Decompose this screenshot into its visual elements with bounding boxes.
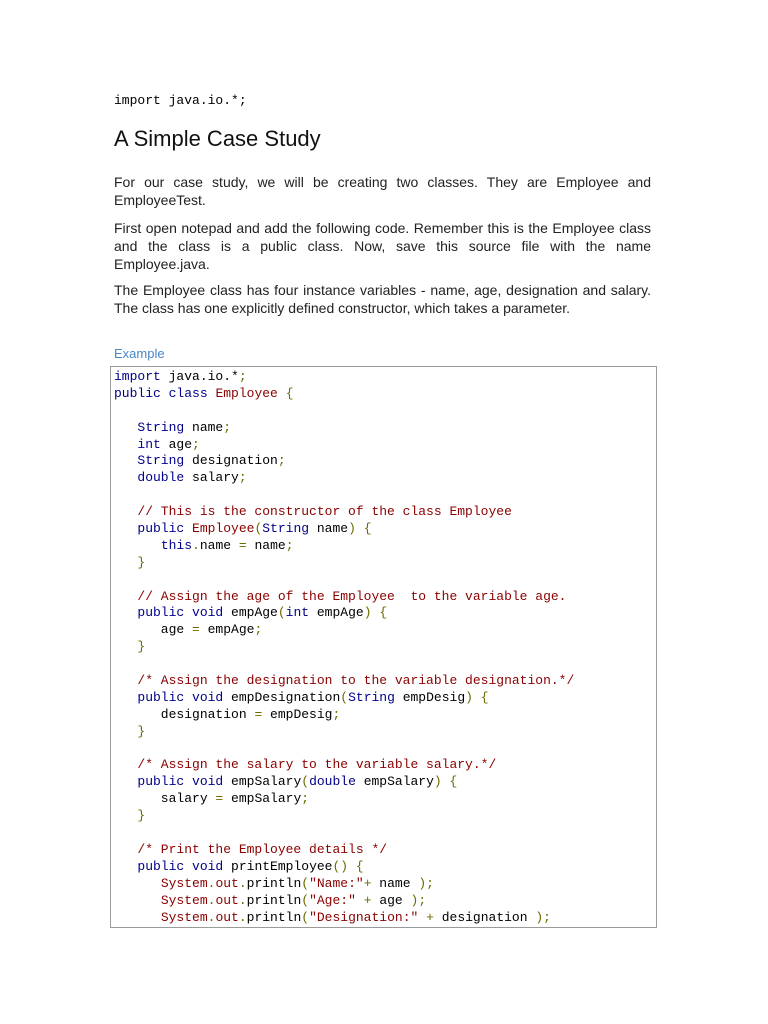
code-line [114,825,656,842]
code-token: designation [433,909,536,925]
paragraph-intro: For our case study, we will be creating two classes. They are Employee and EmployeeTest. [114,174,651,208]
code-token: + [426,909,434,925]
code-token: empDesig [262,706,333,722]
code-token: class [168,385,208,401]
code-token: "Designation:" [309,909,419,925]
code-token [184,605,192,620]
code-token: ( [301,774,310,790]
code-line [114,386,656,403]
code-token: empAge [199,622,255,638]
code-token: name [309,521,349,537]
code-token: public [137,521,185,537]
code-token: () [332,858,349,874]
code-example-box [110,366,657,928]
code-token [114,774,137,789]
code-line [114,673,656,690]
code-token: age [371,892,411,908]
code-token: ( [301,909,310,925]
code-token: String [262,521,310,537]
code-token: System [160,892,208,908]
code-token [473,690,481,705]
code-token: } [137,639,146,655]
code-line [114,842,656,859]
code-token [114,690,137,705]
code-token [114,470,137,485]
code-token: ); [535,909,551,925]
code-line [114,555,656,572]
code-token: java.io.* [160,369,239,384]
code-token: System [160,875,208,891]
code-token [114,521,137,536]
code-token [184,690,192,705]
code-line [114,504,656,521]
code-token [114,876,161,891]
code-token: double [309,774,356,790]
code-token [418,910,426,925]
code-token: salary [184,470,239,486]
code-line [114,757,656,774]
code-token: empSalary [223,774,302,790]
code-token: name [199,537,239,553]
code-token: ) [465,689,473,705]
code-token: ); [418,875,434,891]
code-token: void [192,605,224,621]
code-token: /* Print the Employee details */ [137,841,388,857]
code-token: String [137,453,185,469]
code-token: println [246,875,302,891]
code-token: /* Assign the designation to the variable designation.*/ [137,673,575,689]
code-token: Employee [215,385,278,401]
code-line [114,876,656,893]
code-token [114,589,137,604]
code-token: public [137,605,185,621]
code-token: empSalary [355,774,434,790]
code-token: void [192,858,224,874]
code-token: ) [433,774,442,790]
code-token: System [160,909,208,925]
code-token [161,386,169,401]
code-token: out [215,892,239,908]
code-token: "Name:" [309,875,364,891]
code-token [114,420,137,435]
code-token: } [137,554,146,570]
code-token: empAge [223,605,278,621]
code-token: this [160,537,193,553]
code-token [114,639,137,654]
code-line [114,808,656,825]
code-token [356,893,364,908]
code-token: { [379,605,388,621]
code-token: String [137,419,185,435]
code-token: "Age:" [309,892,356,908]
code-token: . [238,909,247,925]
code-token [114,724,137,739]
code-token: designation [184,453,278,469]
page-title: A Simple Case Study [114,126,321,151]
code-token: age [114,622,193,638]
code-token: { [449,774,458,790]
code-token [114,605,137,620]
code-token: ) [363,605,372,621]
code-token: ( [254,521,263,537]
code-token: Employee [192,521,255,537]
code-token: designation [114,706,255,722]
code-token: empDesignation [223,689,341,705]
code-token: = [215,791,224,807]
code-token: println [246,892,302,908]
code-token: ; [192,436,200,452]
code-line [114,521,656,538]
code-token [114,808,137,823]
code-token: empAge [309,605,364,621]
code-token: void [192,774,224,790]
code-token: public [114,385,161,401]
code-token: + [363,892,372,908]
code-token: println [246,909,302,925]
code-token [184,774,192,789]
code-line [114,690,656,707]
code-token: + [363,875,372,891]
code-token: = [254,706,263,722]
code-line [114,572,656,589]
code-line [114,369,656,386]
code-line [114,453,656,470]
code-token: { [480,689,489,705]
code-line [114,910,656,927]
paragraph-description: The Employee class has four instance variables - name, age, designation and salary. The class has one explicitly defined constructor, which takes a parameter. [114,282,651,316]
code-token: ; [254,622,263,638]
code-token: empDesig [394,689,466,705]
code-token: } [137,723,146,739]
code-token: import [114,369,161,384]
code-token: age [160,436,193,452]
code-line [114,589,656,606]
code-token: public [137,858,185,874]
code-token: salary [114,791,216,807]
code-line [114,791,656,808]
code-token: { [355,858,364,874]
code-token: . [192,537,200,553]
code-token [114,842,137,857]
code-token: int [285,605,310,621]
code-line [114,774,656,791]
code-token: void [192,689,224,705]
code-token: public [137,689,185,705]
code-token: . [207,909,216,925]
code-token: . [238,875,247,891]
code-line [114,403,656,420]
code-token: double [137,470,185,486]
code-token [348,859,356,874]
code-token [114,437,137,452]
code-token [278,386,286,401]
code-token: empSalary [223,791,302,807]
code-line [114,639,656,656]
code-token [114,453,137,468]
code-token: name [371,875,419,891]
code-token: } [137,808,146,824]
code-token [114,555,137,570]
code-token: ; [301,791,310,807]
code-token [114,757,137,772]
code-token: out [215,909,239,925]
code-line [114,741,656,758]
code-line [114,487,656,504]
code-line [114,893,656,910]
code-line [114,707,656,724]
code-token: out [215,875,239,891]
code-token: ( [301,892,310,908]
code-token: ; [238,369,247,384]
import-statement: import java.io.*; [114,93,247,108]
code-line [114,470,656,487]
code-token: ( [340,689,349,705]
code-line [114,656,656,673]
code-token: ; [238,470,247,486]
code-token: String [348,689,395,705]
code-token: ); [410,892,427,908]
code-line [114,420,656,437]
code-token [184,521,192,536]
code-token: name [184,419,224,435]
code-token [114,673,137,688]
code-token: . [207,892,216,908]
code-token: name [246,537,286,553]
code-token [114,893,161,908]
code-token: . [238,892,247,908]
code-token: ; [332,706,341,722]
code-line [114,859,656,876]
code-token: ( [277,605,286,621]
code-line [114,724,656,741]
code-line [114,622,656,639]
code-token: { [285,385,294,401]
code-line [114,437,656,454]
code-token: int [137,436,161,452]
code-token [114,859,137,874]
code-token [114,910,161,925]
code-token: printEmployee [223,858,333,874]
code-token: public [137,774,185,790]
code-token: // This is the constructor of the class Employee [137,504,512,520]
code-token: { [363,521,372,537]
code-token: = [238,537,247,553]
code-line [114,538,656,555]
code-token: ; [223,419,232,435]
paragraph-instructions: First open notepad and add the following code. Remember this is the Employee class and the class is a public class. Now, save this source file with the name Employee.java. [114,220,651,272]
example-label: Example [114,346,165,361]
code-token [114,504,137,519]
code-token: . [207,875,216,891]
code-token [356,521,364,536]
code-token [114,538,161,553]
code-token: // Assign the age of the Employee to the variable age. [137,588,567,604]
code-block [111,367,656,926]
code-token: ) [348,521,356,537]
code-token [184,859,192,874]
code-line [114,605,656,622]
code-token: ; [285,537,294,553]
code-token [442,774,450,789]
code-token: /* Assign the salary to the variable salary.*/ [137,757,497,773]
code-token: ; [277,453,286,469]
code-token: = [192,622,200,638]
code-token: ( [301,875,310,891]
